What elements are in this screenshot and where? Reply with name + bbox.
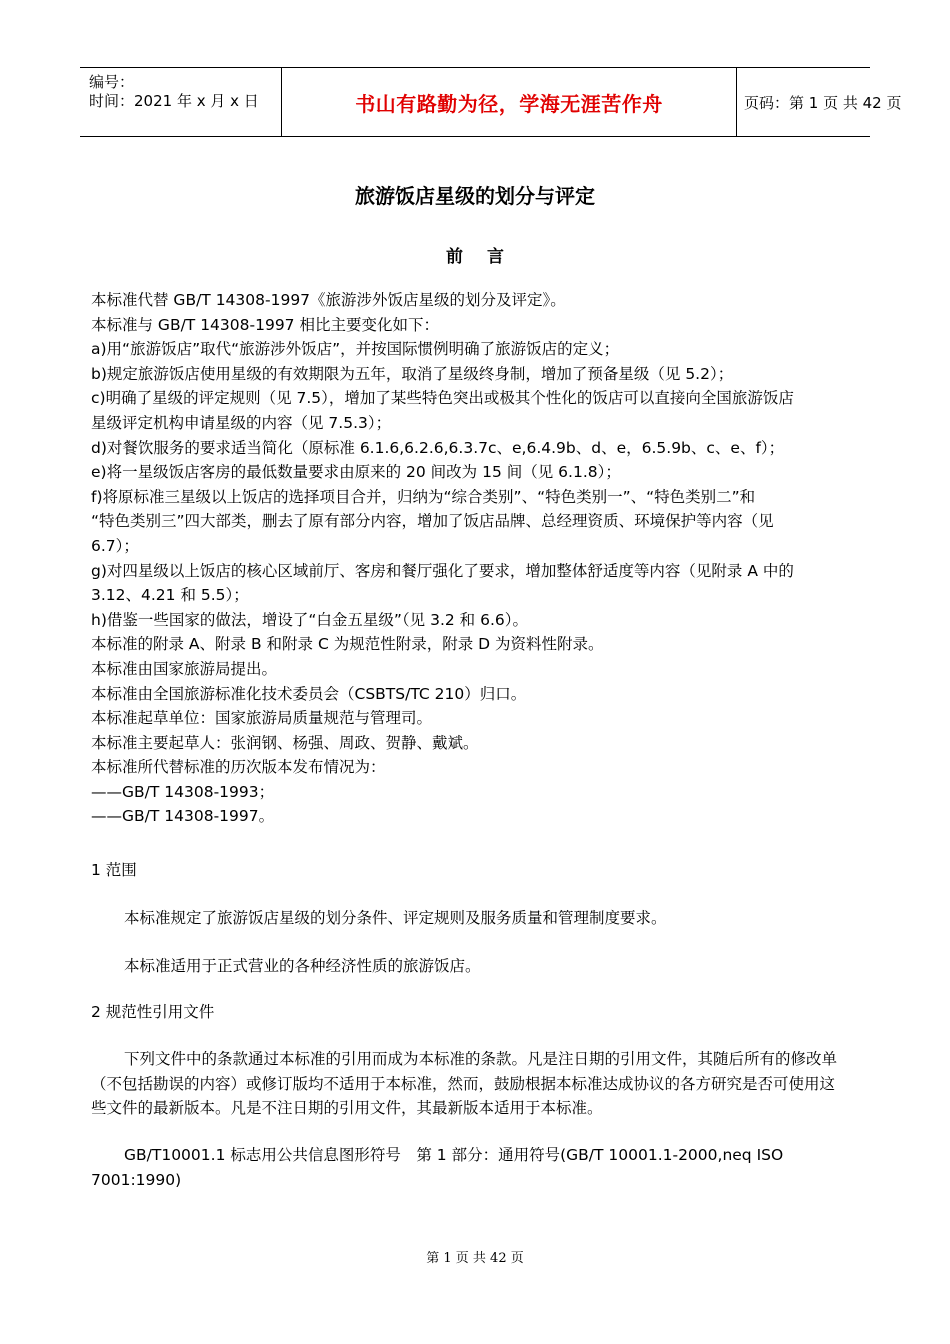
preface-heading: 前言 bbox=[446, 247, 528, 267]
preface-line: 3.12、4.21 和 5.5）； bbox=[91, 586, 249, 605]
section-2-reference: GB/T10001.1 标志用公共信息图形符号 第 1 部分：通用符号(GB/T 10001.1-2000,neq ISO 7001:1990) bbox=[91, 1146, 784, 1189]
preface-line: 本标准由国家旅游局提出。 bbox=[91, 659, 278, 678]
header-page-cell bbox=[736, 68, 902, 136]
preface-line: ——GB/T 14308-1993； bbox=[91, 782, 275, 801]
header-page-info: 页码：第 1 页 共 42 页 bbox=[744, 93, 902, 112]
section-1-heading: 1 范围 bbox=[91, 861, 137, 879]
preface-line: “特色类别三”四大部类，删去了原有部分内容，增加了饭店品牌、总经理资质、环境保护等内容（见 bbox=[91, 512, 774, 531]
preface-line: c)明确了星级的评定规则（见 7.5），增加了某些特色突出或极其个性化的饭店可以直接向全国旅游饭店 bbox=[91, 389, 794, 408]
preface-line: d)对餐饮服务的要求适当简化（原标准 6.1.6,6.2.6,6.3.7c、e,6.4.9b、d、e，6.5.9b、c、e、f）； bbox=[91, 438, 785, 457]
preface-line: 本标准由全国旅游标准化技术委员会（CSBTS/TC 210）归口。 bbox=[91, 684, 527, 703]
preface-line: g)对四星级以上饭店的核心区域前厅、客房和餐厅强化了要求，增加整体舒适度等内容（见附录 A 中的 bbox=[91, 561, 794, 580]
header-motto: 书山有路勤为径，学海无涯苦作舟 bbox=[355, 91, 663, 116]
preface-line: 6.7）； bbox=[91, 536, 139, 555]
preface-line: b)规定旅游饭店使用星级的有效期限为五年，取消了星级终身制，增加了预备星级（见 5.2）； bbox=[91, 364, 734, 383]
header-meta bbox=[80, 68, 280, 136]
preface-line: e)将一星级饭店客房的最低数量要求由原来的 20 间改为 15 间（见 6.1.8）； bbox=[91, 463, 621, 482]
section-1-paragraph: 本标准规定了旅游饭店星级的划分条件、评定规则及服务质量和管理制度要求。 bbox=[124, 909, 667, 927]
document-time-label: 时间：2021 年 x 月 x 日 bbox=[89, 92, 259, 110]
preface-line: 星级评定机构申请星级的内容（见 7.5.3）； bbox=[91, 413, 392, 432]
section-1-paragraph: 本标准适用于正式营业的各种经济性质的旅游饭店。 bbox=[124, 957, 481, 975]
preface-line: 本标准起草单位：国家旅游局质量规范与管理司。 bbox=[91, 709, 433, 728]
preface-line: 本标准主要起草人：张润钢、杨强、周政、贺静、戴斌。 bbox=[91, 733, 479, 752]
page-header bbox=[80, 67, 902, 137]
preface-line: f)将原标准三星级以上饭店的选择项目合并，归纳为“综合类别”、“特色类别一”、“特色类别二”和 bbox=[91, 487, 756, 506]
preface-line: 本标准所代替标准的历次版本发布情况为： bbox=[91, 758, 386, 777]
document-number-label: 编号： bbox=[89, 73, 135, 91]
preface-line: ——GB/T 14308-1997。 bbox=[91, 807, 275, 826]
preface-body bbox=[91, 288, 861, 829]
preface-line: a)用“旅游饭店”取代“旅游涉外饭店”，并按国际惯例明确了旅游饭店的定义； bbox=[91, 340, 620, 359]
section-2-heading: 2 规范性引用文件 bbox=[91, 1003, 215, 1021]
page-footer: 第 1 页 共 42 页 bbox=[426, 1251, 524, 1266]
document-title: 旅游饭店星级的划分与评定 bbox=[355, 184, 595, 208]
header-motto-cell bbox=[281, 68, 737, 136]
section-2-paragraph: 下列文件中的条款通过本标准的引用而成为本标准的条款。凡是注日期的引用文件，其随后所有的修改单（不包括勘误的内容）或修订版均不适用于本标准，然而，鼓励根据本标准达成协议的各方研究是否可使用这些文件的最新版本。凡是不注日期的引用文件，其最新版本适用于本标准。 bbox=[91, 1050, 838, 1118]
preface-line: 本标准代替 GB/T 14308-1997《旅游涉外饭店星级的划分及评定》。 bbox=[91, 291, 566, 309]
preface-line: 本标准与 GB/T 14308-1997 相比主要变化如下： bbox=[91, 315, 439, 334]
preface-line: h)借鉴一些国家的做法，增设了“白金五星级”（见 3.2 和 6.6）。 bbox=[91, 610, 529, 629]
preface-line: 本标准的附录 A、附录 B 和附录 C 为规范性附录，附录 D 为资料性附录。 bbox=[91, 635, 604, 654]
